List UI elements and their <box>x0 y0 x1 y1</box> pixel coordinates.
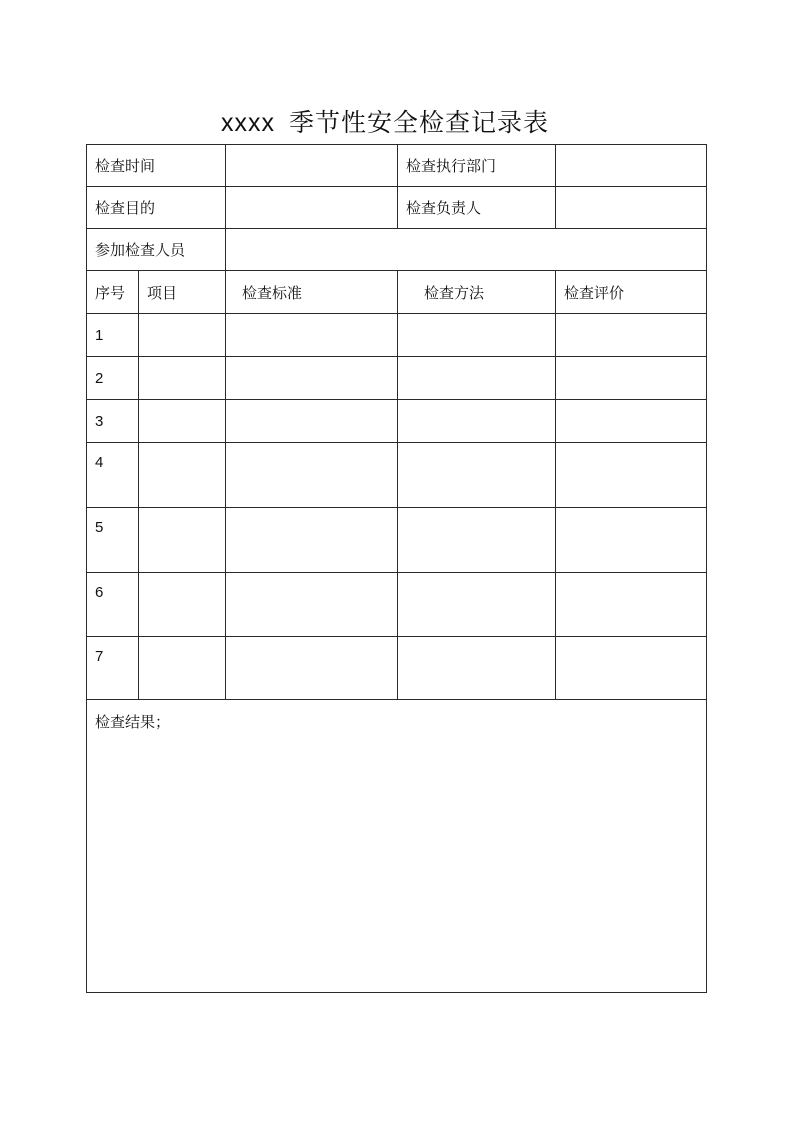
result-cell[interactable] <box>87 700 707 993</box>
item-cell[interactable] <box>139 443 226 508</box>
row-number: 7 <box>87 637 139 700</box>
header-item: 项目 <box>139 271 226 314</box>
info-row-participants <box>87 229 707 271</box>
title-prefix: xxxx <box>220 109 275 137</box>
evaluation-cell[interactable] <box>556 573 707 637</box>
check-time-field[interactable] <box>226 145 398 187</box>
inspection-form-table <box>86 144 707 993</box>
evaluation-cell[interactable] <box>556 508 707 573</box>
exec-dept-field[interactable] <box>556 145 707 187</box>
method-cell[interactable] <box>398 443 556 508</box>
table-row <box>87 508 707 573</box>
evaluation-cell[interactable] <box>556 357 707 400</box>
row-number: 6 <box>87 573 139 637</box>
info-row-time <box>87 145 707 187</box>
header-no: 序号 <box>87 271 139 314</box>
item-cell[interactable] <box>139 573 226 637</box>
result-row <box>87 700 707 993</box>
method-cell[interactable] <box>398 573 556 637</box>
method-cell[interactable] <box>398 357 556 400</box>
table-row <box>87 357 707 400</box>
standard-cell[interactable] <box>226 637 398 700</box>
participants-field[interactable] <box>226 229 707 271</box>
header-method: 检查方法 <box>398 271 556 314</box>
evaluation-cell[interactable] <box>556 314 707 357</box>
row-number: 3 <box>87 400 139 443</box>
item-cell[interactable] <box>139 508 226 573</box>
standard-cell[interactable] <box>226 357 398 400</box>
table-row <box>87 573 707 637</box>
standard-cell[interactable] <box>226 400 398 443</box>
purpose-field[interactable] <box>226 187 398 229</box>
evaluation-cell[interactable] <box>556 400 707 443</box>
info-row-purpose <box>87 187 707 229</box>
item-cell[interactable] <box>139 314 226 357</box>
standard-cell[interactable] <box>226 314 398 357</box>
standard-cell[interactable] <box>226 573 398 637</box>
page-title <box>0 103 770 139</box>
method-cell[interactable] <box>398 400 556 443</box>
exec-dept-label: 检查执行部门 <box>398 145 556 187</box>
method-cell[interactable] <box>398 637 556 700</box>
title-text: 季节性安全检查记录表 <box>288 108 549 137</box>
header-standard: 检查标准 <box>226 271 398 314</box>
purpose-label: 检查目的 <box>87 187 226 229</box>
leader-field[interactable] <box>556 187 707 229</box>
row-number: 1 <box>87 314 139 357</box>
row-number: 5 <box>87 508 139 573</box>
result-label: 检查结果； <box>95 713 171 731</box>
row-number: 4 <box>87 443 139 508</box>
evaluation-cell[interactable] <box>556 443 707 508</box>
participants-label: 参加检查人员 <box>87 229 226 271</box>
evaluation-cell[interactable] <box>556 637 707 700</box>
table-row <box>87 443 707 508</box>
table-row <box>87 637 707 700</box>
check-time-label: 检查时间 <box>87 145 226 187</box>
row-number: 2 <box>87 357 139 400</box>
header-evaluation: 检查评价 <box>556 271 707 314</box>
method-cell[interactable] <box>398 314 556 357</box>
table-row <box>87 400 707 443</box>
standard-cell[interactable] <box>226 508 398 573</box>
table-row <box>87 314 707 357</box>
item-cell[interactable] <box>139 357 226 400</box>
method-cell[interactable] <box>398 508 556 573</box>
items-header-row <box>87 271 707 314</box>
leader-label: 检查负责人 <box>398 187 556 229</box>
standard-cell[interactable] <box>226 443 398 508</box>
item-cell[interactable] <box>139 637 226 700</box>
item-cell[interactable] <box>139 400 226 443</box>
